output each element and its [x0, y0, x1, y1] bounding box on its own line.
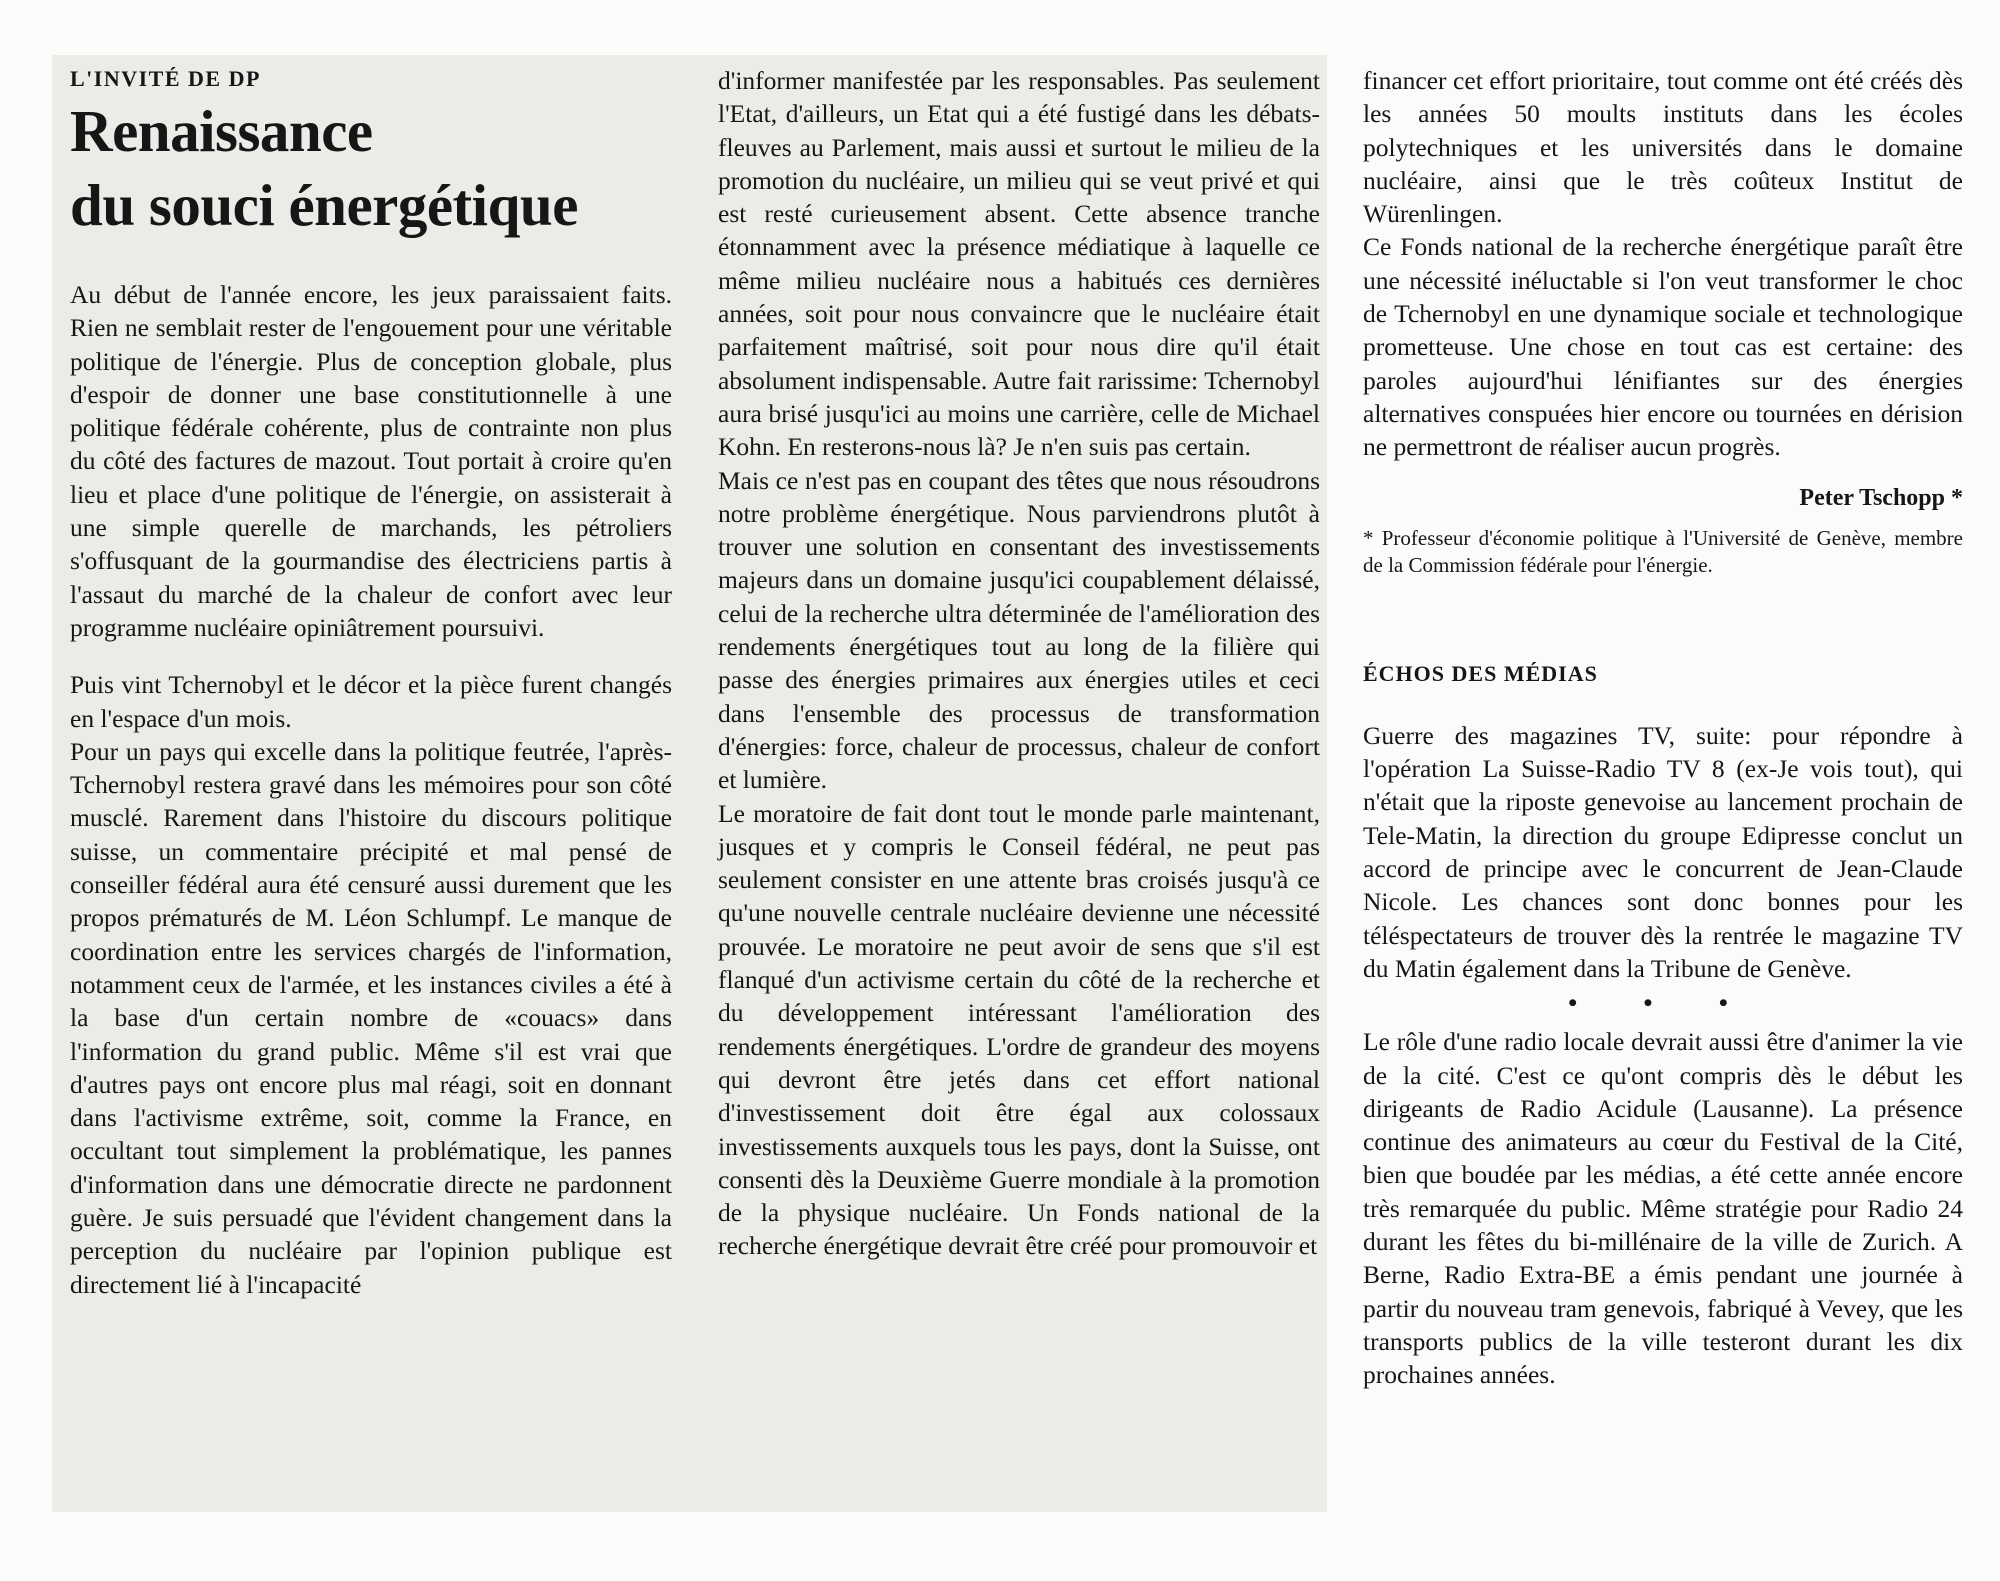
article-column-2 — [718, 64, 1320, 1263]
article-paragraph: d'informer manifestée par les responsables. Pas seulement l'Etat, d'ailleurs, un Etat qui a été fustigé dans les débats-fleuves au Parlement, mais aussi et surtout le milieu de la promotion du nucléaire, un milieu qui se veut privé et qui est resté curieusement absent. Cette absence tranche étonnamment avec la présence médiatique à laquelle ce même milieu nucléaire nous a habitués ces dernières années, soit pour nous convaincre que le nucléaire était parfaitement maîtrisé, soit pour nous dire qu'il était absolument indispensable. Autre fait rarissime: Tchernobyl aura brisé jusqu'ici au moins une carrière, celle de Michael Kohn. En resterons-nous là? Je n'en suis pas certain. — [718, 66, 1320, 462]
article-paragraph: Le moratoire de fait dont tout le monde parle maintenant, jusques et y compris le Conseil fédéral, ne peut pas seulement consister en une attente bras croisés jusqu'à ce qu'une nouvelle centrale nucléaire devienne une nécessité prouvée. Le moratoire ne peut avoir de sens que s'il est flanqué d'un activisme certain du côté de la recherche et du développement intéressant l'amélioration des rendements énergétiques. L'ordre de grandeur des moyens qui devront être jetés dans cet effort national d'investissement doit être égal aux colossaux investissements auxquels tous les pays, dont la Suisse, ont consenti dès la Deuxième Guerre mondiale à la promotion de la physique nucléaire. Un Fonds national de la recherche énergétique devrait être créé pour promouvoir et — [718, 798, 1320, 1261]
article-column-3 — [1363, 64, 1963, 1392]
paragraph-separator: • • • — [1568, 988, 1758, 1018]
article-paragraph: Ce Fonds national de la recherche énergétique paraît être une nécessité inéluctable si l'on veut transformer le choc de Tchernobyl en une dynamique sociale et technologique prometteuse. Une chose en tout cas est certaine: des paroles aujourd'hui lénifiantes sur des énergies alternatives conspuées hier encore ou tournées en dérision ne permettront de réaliser aucun progrès. — [1363, 232, 1963, 462]
article-paragraph: Puis vint Tchernobyl et le décor et la pièce furent changés en l'espace d'un mois. — [70, 670, 672, 733]
headline-line-1: Renaissance — [70, 98, 373, 164]
author-footnote: * Professeur d'économie politique à l'Université de Genève, membre de la Commission fédérale pour l'énergie. — [1363, 525, 1963, 577]
echos-paragraph: Guerre des magazines TV, suite: pour répondre à l'opération La Suisse-Radio TV 8 (ex-Je vois tout), qui n'était que la riposte genevoise au lancement prochain de Tele-Matin, la direction du groupe Edipresse conclut un accord de principe avec le concurrent de Jean-Claude Nicole. Les chances sont donc bonnes pour les téléspectateurs de trouver dès la rentrée le magazine TV du Matin également dans la Tribune de Genève. — [1363, 720, 1963, 983]
article-paragraph: financer cet effort prioritaire, tout comme ont été créés dès les années 50 moults instituts dans les écoles polytechniques et les universités dans le domaine nucléaire, ainsi que le très coûteux Institut de Würenlingen. — [1363, 66, 1963, 229]
article-paragraph: Pour un pays qui excelle dans la politique feutrée, l'après-Tchernobyl restera gravé dans les mémoires pour son côté musclé. Rarement dans l'histoire du discours politique suisse, un commentaire précipité et mal pensé de conseiller fédéral aura été censuré aussi durement que les propos prématurés de M. Léon Schlumpf. Le manque de coordination entre les services chargés de l'information, notamment ceux de l'armée, et les instances civiles a été à la base d'un certain nombre de «couacs» dans l'information du grand public. Même s'il est vrai que d'autres pays ont encore plus mal réagi, soit en donnant dans l'activisme extrême, soit, comme la France, en occultant tout simplement la problématique, les pannes d'information dans une démocratie directe ne pardonnent guère. Je suis persuadé que l'évident changement dans la perception du nucléaire par l'opinion publique est directement lié à l'incapacité — [70, 736, 672, 1299]
echos-paragraph: Le rôle d'une radio locale devrait aussi être d'animer la vie de la cité. C'est ce qu'ont compris dès le début les dirigeants de Radio Acidule (Lausanne). La présence continue des animateurs au cœur du Festival de la Cité, bien que boudée par les médias, a été cette année encore très remarquée du public. Même stratégie pour Radio 24 durant les fêtes du bi-millénaire de la ville de Zurich. A Berne, Radio Extra-BE a émis pendant une journée à partir du nouveau tram genevois, fabriqué à Vevey, que les transports publics de la ville testeront durant les dix prochaines années. — [1363, 1027, 1963, 1390]
article-kicker: L'INVITÉ DE DP — [70, 66, 261, 91]
article-paragraph: Au début de l'année encore, les jeux paraissaient faits. Rien ne semblait rester de l'engouement pour une véritable politique de l'énergie. Plus de conception globale, plus d'espoir de donner une base constitutionnelle à une politique fédérale cohérente, plus de contrainte non plus du côté des factures de mazout. Tout portait à croire qu'en lieu et place d'une politique de l'énergie, on assisterait à une simple querelle de marchands, les pétroliers s'offusquant de la gourmandise des électriciens partis à l'assaut du marché de la chaleur de confort avec leur programme nucléaire opiniâtrement poursuivi. — [70, 280, 672, 642]
article-headline — [70, 94, 672, 242]
echos-section-title: ÉCHOS DES MÉDIAS — [1363, 660, 1598, 686]
author-signature: Peter Tschopp * — [1799, 484, 1963, 511]
headline-line-2: du souci énergétique — [70, 172, 578, 238]
article-column-1 — [70, 64, 672, 1301]
article-paragraph: Mais ce n'est pas en coupant des têtes que nous résoudrons notre problème énergétique. Nous parviendrons plutôt à trouver une solution en consentant des investissements majeurs dans un domaine jusqu'ici coupablement délaissé, celui de la recherche ultra déterminée de l'amélioration des rendements énergétiques tout au long de la filière qui passe des énergies primaires aux énergies utiles et ceci dans l'ensemble des processus de transformation d'énergies: force, chaleur de processus, chaleur de confort et lumière. — [718, 465, 1320, 795]
